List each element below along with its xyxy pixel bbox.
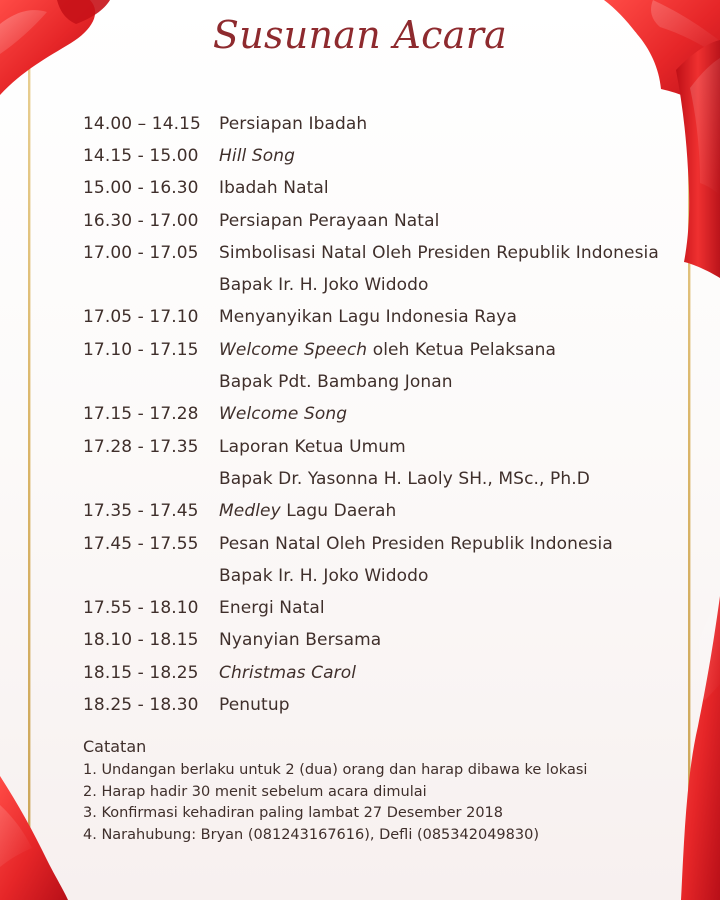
- schedule-time: 17.35 - 17.45: [83, 501, 199, 522]
- notes-item: 2. Harap hadir 30 menit sebelum acara dimulai: [83, 783, 427, 800]
- schedule-event: Welcome Song: [219, 404, 348, 425]
- schedule-event: [219, 503, 683, 520]
- page-title: Susunan Acara: [212, 13, 508, 57]
- schedule-row: [83, 399, 683, 431]
- schedule-time: 17.05 - 17.10: [83, 307, 199, 328]
- schedule-event: Ibadah Natal: [219, 178, 329, 199]
- schedule-row: [83, 657, 683, 689]
- schedule-row: [83, 269, 683, 301]
- schedule-row: [83, 334, 683, 366]
- schedule-time: 17.00 - 17.05: [83, 242, 199, 263]
- schedule-row: [83, 592, 683, 624]
- schedule-row: [83, 205, 683, 237]
- notes-title: Catatan: [83, 737, 147, 756]
- schedule-event: Christmas Carol: [219, 662, 357, 683]
- schedule-row: [83, 237, 683, 269]
- schedule-time: 17.55 - 18.10: [83, 598, 199, 619]
- schedule-row: [83, 463, 683, 495]
- notes-item: 4. Narahubung: Bryan (081243167616), Defli (085342049830): [83, 826, 539, 843]
- schedule-event: Menyanyikan Lagu Indonesia Raya: [219, 307, 517, 328]
- schedule-time: 17.28 - 17.35: [83, 436, 199, 457]
- schedule-row: [83, 302, 683, 334]
- schedule-event: Nyanyian Bersama: [219, 630, 382, 651]
- schedule-row: [83, 625, 683, 657]
- schedule-row: [83, 496, 683, 528]
- schedule-time: 17.10 - 17.15: [83, 339, 199, 360]
- schedule-event-italic: Welcome Speech: [219, 339, 368, 360]
- schedule-row: [83, 173, 683, 205]
- schedule-time: 14.15 - 15.00: [83, 145, 199, 166]
- schedule-row: [83, 431, 683, 463]
- schedule-time: 14.00 – 14.15: [83, 113, 201, 134]
- schedule-event: Bapak Pdt. Bambang Jonan: [219, 372, 453, 393]
- schedule-event: Penutup: [219, 694, 290, 715]
- schedule-time: 17.45 - 17.55: [83, 533, 199, 554]
- schedule-row: [83, 528, 683, 560]
- schedule-row: [83, 560, 683, 592]
- schedule-time: 16.30 - 17.00: [83, 210, 199, 231]
- schedule-event: Simbolisasi Natal Oleh Presiden Republik Indonesia: [219, 242, 659, 263]
- schedule-event: Hill Song: [219, 145, 296, 166]
- schedule-time: 15.00 - 16.30: [83, 178, 199, 199]
- schedule-row: [83, 689, 683, 721]
- schedule-time: 18.10 - 18.15: [83, 630, 199, 651]
- schedule-row: [83, 140, 683, 172]
- schedule-list: [83, 108, 683, 722]
- schedule-time: 17.15 - 17.28: [83, 404, 199, 425]
- schedule-event: Persiapan Ibadah: [219, 113, 368, 134]
- notes-item: 1. Undangan berlaku untuk 2 (dua) orang dan harap dibawa ke lokasi: [83, 762, 588, 778]
- schedule-event: Bapak Ir. H. Joko Widodo: [219, 275, 429, 296]
- schedule-time: 18.15 - 18.25: [83, 662, 199, 683]
- schedule-time: 18.25 - 18.30: [83, 694, 199, 715]
- schedule-row: [83, 108, 683, 140]
- schedule-event: [219, 339, 683, 360]
- schedule-row: [83, 366, 683, 398]
- schedule-event-rest: Lagu Daerah: [280, 501, 397, 522]
- schedule-event: Laporan Ketua Umum: [219, 436, 406, 457]
- schedule-event: Energi Natal: [219, 598, 325, 619]
- schedule-event-italic: Medley: [219, 501, 281, 522]
- schedule-event: Bapak Ir. H. Joko Widodo: [219, 565, 429, 586]
- schedule-event: Pesan Natal Oleh Presiden Republik Indonesia: [219, 533, 613, 554]
- schedule-event: Bapak Dr. Yasonna H. Laoly SH., MSc., Ph.D: [219, 468, 590, 489]
- schedule-event: Persiapan Perayaan Natal: [219, 210, 440, 231]
- notes-item: 3. Konfirmasi kehadiran paling lambat 27 Desember 2018: [83, 805, 504, 821]
- notes-section: [83, 736, 683, 846]
- schedule-event-rest: oleh Ketua Pelaksana: [367, 339, 557, 360]
